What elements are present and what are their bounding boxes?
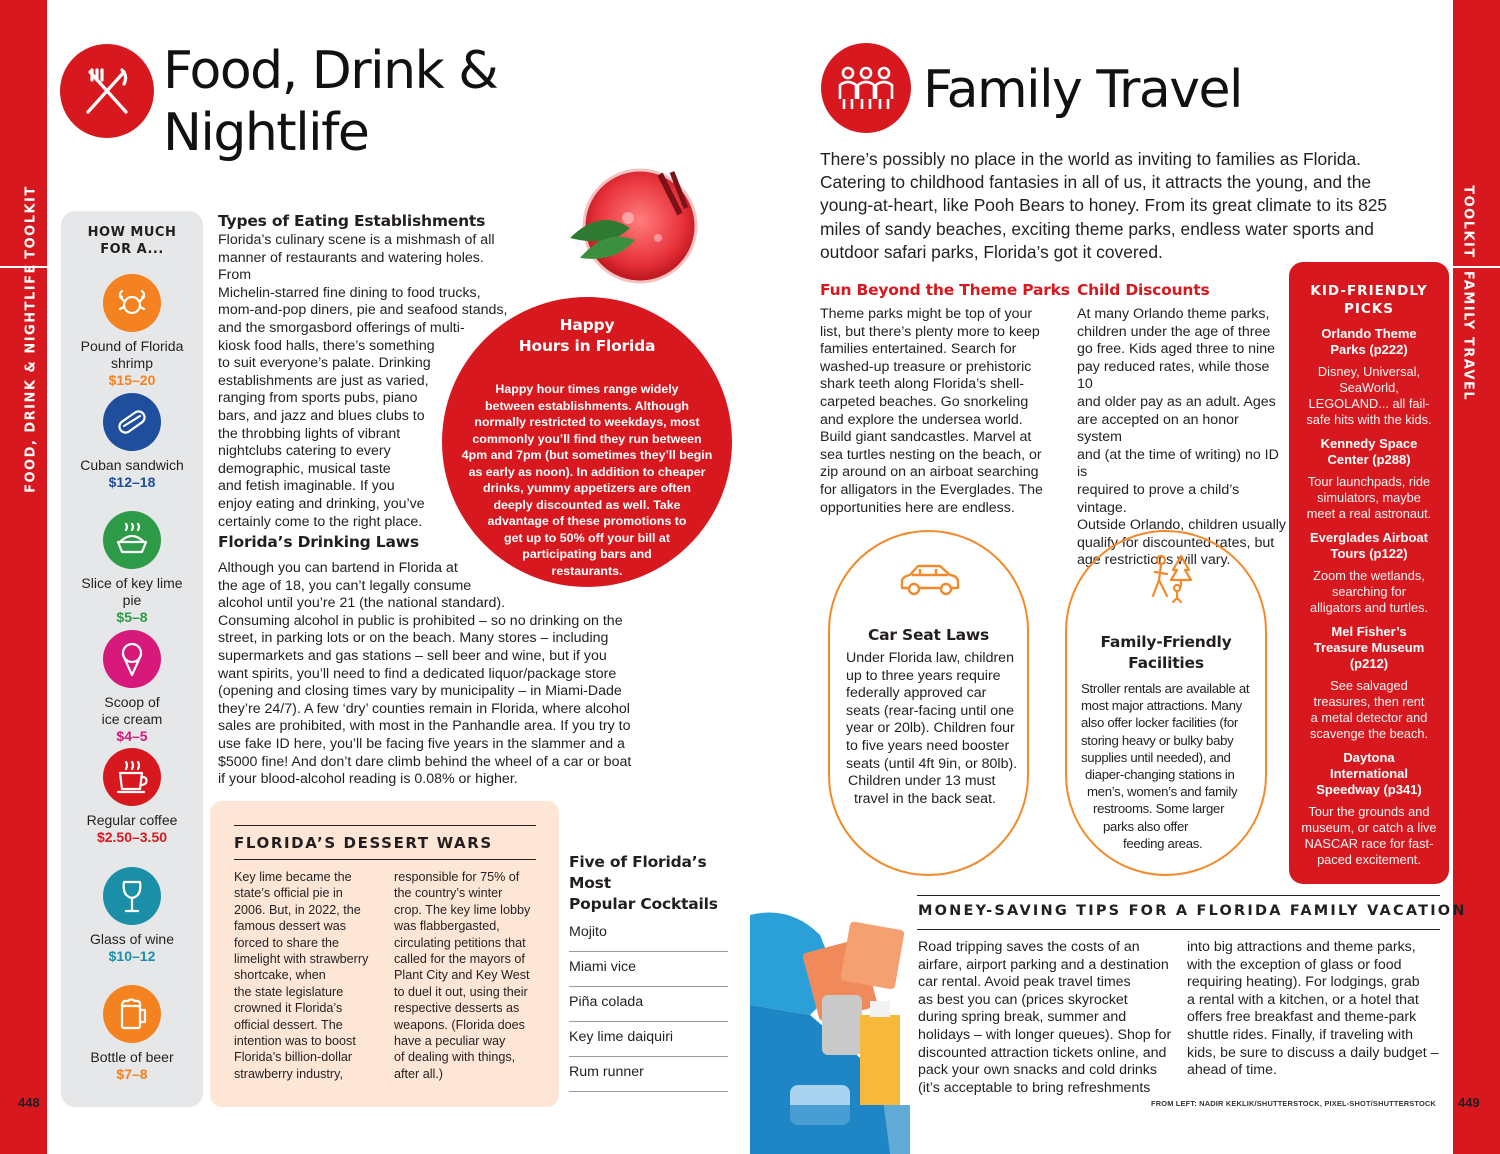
price-value: $7–8: [116, 1066, 148, 1082]
wine-glass-icon: [103, 867, 161, 925]
body-line: Although you can bartend in Florida at: [218, 560, 458, 576]
money-top-rule: [917, 895, 1440, 896]
money-mid-rule: [917, 929, 1440, 930]
body-line: crop. The key lime lobby: [394, 902, 531, 917]
kid-pick-title: Daytona: [1343, 750, 1395, 765]
kid-pick-desc: alligators and turtles.: [1309, 600, 1429, 615]
car-seat-body: [846, 650, 1026, 808]
body-line: participating bars and: [522, 547, 652, 561]
body-line: and (at the time of writing) no ID is: [1077, 446, 1279, 481]
body-line: requiring heating). For lodgings, grab: [1187, 974, 1420, 991]
body-line: use fake ID here, you’ll be facing five years in the slammer and a: [218, 735, 625, 752]
kid-pick-desc: treasures, then rent: [1313, 694, 1425, 709]
cocktails-heading-line2: Popular Cocktails: [569, 895, 718, 913]
fun-beyond-body: [820, 306, 1070, 517]
crab-icon: [103, 274, 161, 332]
price-value: $2.50–3.50: [96, 829, 168, 845]
price-label: Regular coffee: [86, 812, 178, 828]
body-line: between establishments. Although: [484, 398, 689, 413]
kid-pick-desc: safe hits with the kids.: [1306, 412, 1432, 427]
price-label: Slice of key lime: [81, 575, 183, 591]
body-line: strawberry industry,: [234, 1066, 343, 1081]
body-line: diaper-changing stations in: [1085, 767, 1235, 783]
child-discounts-heading: Child Discounts: [1077, 281, 1210, 299]
kid-pick-title: Speedway (p341): [1316, 782, 1422, 797]
body-line: shuttle rides. Finally, if traveling with: [1187, 1026, 1414, 1043]
eating-heading: Types of Eating Establishments: [218, 212, 486, 230]
body-line: have a peculiar way: [394, 1034, 506, 1049]
body-line: (opening and closing times vary by municipality – in Miami-Dade: [218, 683, 622, 700]
price-label: Pound of Florida: [80, 338, 184, 354]
body-line: as best you can (prices skyrocket: [918, 991, 1128, 1008]
kid-pick-title: International: [1329, 766, 1408, 781]
body-line: to duel it out, using their: [394, 984, 528, 999]
body-line: manner of restaurants and watering holes. From: [218, 249, 484, 284]
kid-pick-title: Kennedy Space: [1320, 436, 1418, 451]
kid-pick-desc: museum, or catch a live: [1301, 820, 1437, 835]
price-item: [61, 748, 203, 846]
fun-beyond-section: [820, 280, 1070, 517]
body-line: age restrictions will vary.: [1077, 552, 1231, 569]
body-line: Plant City and Key West: [394, 968, 530, 983]
body-line: weapons. (Florida does: [394, 1017, 525, 1032]
sandwich-icon: [103, 393, 161, 451]
body-line: forced to share the: [234, 935, 340, 950]
body-line: washed-up treasure or prehistoric: [820, 358, 1032, 375]
body-line: drinks, yummy appetizers are often: [483, 481, 691, 495]
body-line: official dessert. The: [234, 1017, 343, 1032]
kid-pick-desc: Tour the grounds and: [1308, 804, 1430, 819]
family-facilities-oval: [1065, 530, 1267, 876]
happy-hours-title-line2: Hours in Florida: [518, 337, 656, 355]
body-line: famous dessert was: [234, 919, 346, 934]
child-discounts-section: [1077, 280, 1287, 570]
photo-credits: FROM LEFT: NADIR KEKLIK/SHUTTERSTOCK, PIXEL-SHOT/SHUTTERSTOCK: [1151, 1099, 1436, 1108]
kid-pick-item: [1289, 436, 1449, 522]
cocktail-item: Key lime daiquiri: [569, 1022, 728, 1057]
price-label: ice cream: [101, 710, 163, 727]
body-line: seats (until 4ft 9in, or 80lb).: [846, 755, 1018, 772]
how-much-heading-line1: HOW MUCH: [87, 225, 177, 240]
body-line: supplies until needed), and: [1081, 749, 1231, 765]
money-column-1: [918, 939, 1180, 1097]
body-line: $5000 fine! And don’t dare climb behind the wheel of a car or boat: [218, 753, 632, 770]
body-line: list, but there’s plenty more to keep: [820, 323, 1040, 340]
hiker-family-icon: [1145, 552, 1193, 609]
beer-mug-icon: [103, 985, 161, 1043]
facilities-heading-line1: Family-Friendly: [1100, 633, 1232, 651]
cocktails-list: [569, 852, 728, 1092]
family-icon: [821, 43, 911, 133]
body-line: Theme parks might be top of your: [820, 306, 1033, 322]
right-edge-bar: [1453, 0, 1500, 1154]
cocktail-item: Piña colada: [569, 987, 728, 1022]
kid-pick-item: [1289, 326, 1449, 428]
body-line: to suit everyone’s palate. Drinking: [218, 355, 431, 372]
body-line: deeply discounted as well. Take: [493, 497, 681, 512]
kid-pick-desc: Disney, Universal,: [1317, 364, 1421, 379]
price-label: Bottle of beer: [90, 1049, 174, 1065]
body-line: want spirits, you’ll need to find a dedicated liquor/package store: [218, 665, 617, 682]
coffee-cup-icon: [103, 748, 161, 806]
kid-friendly-picks: [1289, 262, 1449, 884]
drinking-section: [218, 531, 638, 789]
cocktails-heading-line1: Five of Florida’s Most: [569, 853, 707, 892]
body-line: Florida’s billion-dollar: [234, 1050, 353, 1065]
body-line: also offer locker facilities (for: [1081, 715, 1238, 731]
body-line: up to three years require: [846, 667, 1001, 684]
body-line: street, in parking lots or on the beach. Many stores – including: [218, 630, 609, 647]
body-line: circulating petitions that: [394, 935, 526, 950]
dessert-wars-heading: FLORIDA’S DESSERT WARS: [234, 834, 493, 852]
price-item: [61, 274, 203, 389]
dessert-column-2: [394, 869, 544, 1082]
dessert-top-rule: [234, 825, 536, 826]
body-line: Under Florida law, children: [846, 650, 1014, 666]
body-line: sales are prohibited, with most in the Panhandle area. If you try to: [218, 718, 631, 735]
body-line: Florida’s culinary scene is a mishmash of all: [218, 232, 495, 248]
body-line: Michelin-starred fine dining to food trucks,: [218, 284, 481, 301]
body-line: feeding areas.: [1123, 835, 1203, 851]
cocktail-item: Miami vice: [569, 952, 728, 987]
kid-pick-title: Tours (p122): [1330, 546, 1408, 561]
body-line: Children under 13 must: [848, 773, 996, 790]
body-line: certainly come to the right place.: [218, 513, 423, 530]
kid-picks-heading-line1: KID-FRIENDLY: [1310, 283, 1428, 299]
price-value: $4–5: [116, 727, 148, 744]
body-line: There’s possibly no place in the world as inviting to families as Florida.: [820, 149, 1361, 169]
dessert-column-1: [234, 869, 384, 1082]
kid-pick-desc: Zoom the wetlands,: [1313, 568, 1425, 583]
body-line: holidays – with longer queues). Shop for: [918, 1026, 1172, 1043]
cocktail-item: Rum runner: [569, 1057, 728, 1092]
body-line: a rental with a kitchen, or a hotel that: [1187, 991, 1419, 1008]
body-line: opportunities here are endless.: [820, 499, 1015, 516]
kid-pick-title: Parks (p222): [1330, 342, 1408, 357]
body-line: alcohol until you’re 21 (the national standard).: [218, 595, 506, 612]
price-value: $15–20: [108, 372, 156, 388]
right-side-tab-section: FAMILY TRAVEL: [1460, 270, 1476, 402]
body-line: parks also offer: [1103, 818, 1189, 834]
kid-pick-desc: LEGOLAND... all fail-: [1308, 396, 1430, 411]
left-edge-bar: [0, 0, 47, 1154]
body-line: shark teeth along Florida’s shell-: [820, 376, 1024, 393]
title-line-1: Food, Drink &: [163, 41, 498, 101]
body-line: with the exception of glass or food: [1187, 956, 1402, 973]
cocktail-item: Mojito: [569, 917, 728, 952]
body-line: nightclubs catering to every: [218, 443, 391, 460]
price-label: shrimp: [110, 355, 153, 371]
body-line: most major attractions. Many: [1081, 698, 1242, 714]
body-line: At many Orlando theme parks,: [1077, 306, 1270, 322]
kid-pick-desc: paced excitement.: [1317, 852, 1421, 867]
kid-pick-desc: SeaWorld,: [1339, 380, 1399, 395]
left-side-tab-toolkit: TOOLKIT: [23, 185, 39, 259]
body-line: men’s, women’s and family: [1087, 784, 1238, 800]
body-line: children under the age of three: [1077, 323, 1271, 340]
body-line: advantage of these promotions to: [487, 514, 687, 528]
body-line: to five years need booster: [846, 737, 1010, 754]
kid-picks-heading-line2: PICKS: [1343, 301, 1394, 317]
how-much-sidebar: [61, 211, 203, 1107]
how-much-heading: [61, 224, 203, 258]
price-label: pie: [122, 592, 142, 608]
body-line: and the smorgasbord offerings of multi-: [218, 319, 465, 336]
body-line: demographic, musical taste: [218, 460, 391, 477]
body-line: the country’s winter: [394, 886, 503, 901]
body-line: responsible for 75% of: [394, 870, 520, 884]
body-line: establishments are just as varied,: [218, 372, 429, 389]
body-line: sea turtles nesting on the beach, or: [820, 446, 1042, 463]
body-line: Catering to childhood fantasies in all of us, it attracts the young, and the: [820, 172, 1372, 193]
price-item: [61, 393, 203, 491]
title-line-2: Nightlife: [163, 103, 369, 163]
body-line: 2006. But, in 2022, the: [234, 902, 361, 917]
cocktail-items: [569, 917, 728, 1092]
body-line: restaurants.: [551, 563, 623, 578]
drinking-heading: Florida’s Drinking Laws: [218, 533, 419, 551]
family-facilities-heading: [1067, 632, 1265, 674]
body-line: pack your own snacks and cold drinks: [918, 1062, 1157, 1079]
body-line: enjoy eating and drinking, you’ve: [218, 495, 425, 512]
price-value: $10–12: [108, 947, 156, 964]
body-line: mom-and-pop diners, pie and seafood stands,: [218, 302, 508, 319]
body-line: ranging from sports pubs, piano: [218, 390, 418, 407]
facilities-heading-line2: Facilities: [1128, 654, 1204, 672]
price-item: [61, 630, 203, 745]
cocktails-heading: [569, 852, 728, 915]
car-icon: [898, 562, 962, 603]
body-line: commonly you’ll find they run between: [472, 431, 702, 446]
kid-pick-title: Orlando Theme: [1321, 326, 1417, 341]
cooler-bag-photo: [750, 905, 910, 1154]
how-much-heading-line2: FOR A...: [100, 242, 164, 257]
right-page-number: 449: [1458, 1095, 1480, 1110]
body-line: and fetish imaginable. If you: [218, 478, 395, 495]
price-label: Cuban sandwich: [80, 456, 184, 473]
body-line: travel in the back seat.: [854, 790, 996, 807]
body-line: required to prove a child’s vintage.: [1077, 481, 1240, 516]
body-line: discounted attraction tickets online, and: [918, 1044, 1167, 1061]
body-line: ahead of time.: [1187, 1062, 1277, 1079]
body-line: storing heavy or bulky baby: [1081, 732, 1234, 748]
body-line: (it’s acceptable to bring refreshments: [918, 1079, 1151, 1096]
drinking-body: [218, 560, 638, 789]
body-line: go free. Kids aged three to nine: [1077, 341, 1275, 358]
body-line: Build giant sandcastles. Marvel at: [820, 429, 1032, 446]
price-value: $12–18: [108, 473, 156, 490]
kid-pick-desc: NASCAR race for fast-: [1304, 836, 1434, 851]
body-line: Road tripping saves the costs of an: [918, 939, 1140, 955]
body-line: miles of sandy beaches, exciting theme parks, endless water sports and: [820, 218, 1374, 239]
price-label: Scoop of: [104, 693, 160, 710]
body-line: intention was to boost: [234, 1034, 356, 1049]
body-line: as early as noon). In addition to cheaper: [468, 464, 706, 479]
body-line: qualify for discounted rates, but: [1077, 534, 1275, 551]
body-line: the throbbing lights of vibrant: [218, 425, 401, 442]
right-edge-divider: [1453, 266, 1500, 268]
body-line: pay reduced rates, while those 10: [1077, 358, 1270, 393]
money-saving-heading: MONEY-SAVING TIPS FOR A FLORIDA FAMILY VACATION: [918, 903, 1467, 919]
kid-pick-desc: scavenge the beach.: [1309, 726, 1429, 741]
kid-pick-title: Treasure Museum: [1313, 640, 1425, 655]
kid-pick-desc: a metal detector and: [1310, 710, 1428, 725]
body-line: young-at-heart, like Pooh Bears to honey. From its great climate to its 825: [820, 195, 1388, 216]
kid-pick-desc: Tour launchpads, ride: [1307, 474, 1431, 489]
body-line: 4pm and 7pm (but sometimes they’ll begin: [461, 448, 713, 462]
cocktail-photo: [560, 168, 710, 318]
pie-icon: [103, 511, 161, 569]
body-line: outdoor safari parks, Florida’s got it covered.: [820, 241, 1163, 262]
body-line: of dealing with things,: [394, 1050, 516, 1065]
body-line: state’s official pie in: [234, 886, 343, 901]
kid-pick-desc: searching for: [1332, 584, 1406, 599]
left-side-tab-section: FOOD, DRINK & NIGHTLIFE: [23, 263, 39, 493]
body-line: the age of 18, you can’t legally consume: [218, 577, 472, 594]
kid-pick-title: Mel Fisher’s: [1331, 624, 1407, 639]
body-line: Outside Orlando, children usually: [1077, 517, 1286, 534]
body-line: shortcake, when: [234, 968, 326, 983]
body-line: carpeted beaches. Go snorkeling: [820, 393, 1029, 410]
body-line: are accepted on an honor system: [1077, 411, 1239, 446]
kid-pick-item: [1289, 750, 1449, 868]
kid-picks-list: [1289, 326, 1449, 868]
body-line: after all.): [394, 1066, 443, 1081]
body-line: kiosk food halls, there’s something: [218, 337, 435, 354]
kid-pick-title: Center (p288): [1327, 452, 1411, 467]
body-line: during spring break, summer and: [918, 1009, 1127, 1026]
page-title-family: Family Travel: [923, 60, 1242, 120]
body-line: kids, be sure to discuss a daily budget –: [1187, 1044, 1439, 1061]
kid-picks-heading: [1289, 282, 1449, 318]
body-line: they’re 24/7). A few ‘dry’ counties remain in Florida, where alcohol: [218, 700, 630, 717]
body-line: respective desserts as: [394, 1001, 520, 1016]
body-line: Stroller rentals are available at: [1081, 681, 1250, 696]
kid-pick-item: [1289, 530, 1449, 616]
body-line: bars, and jazz and blues clubs to: [218, 407, 425, 424]
kid-pick-desc: simulators, maybe: [1317, 490, 1421, 505]
car-seat-oval: [828, 530, 1029, 876]
price-item: [61, 985, 203, 1083]
body-line: zip around on an airboat searching: [820, 464, 1039, 481]
body-line: crowned it Florida’s: [234, 1001, 343, 1016]
happy-hours-title: [442, 315, 732, 357]
body-line: called for the mayors of: [394, 952, 525, 967]
fun-beyond-heading: Fun Beyond the Theme Parks: [820, 281, 1070, 299]
fork-knife-icon: [60, 44, 154, 138]
body-line: normally restricted to weekdays, most: [474, 415, 700, 429]
body-line: and older pay as an adult. Ages: [1077, 393, 1276, 410]
body-line: into big attractions and theme parks,: [1187, 939, 1416, 955]
right-side-tab-toolkit: TOOLKIT: [1460, 185, 1476, 259]
body-line: supermarkets and gas stations – sell beer and wine, but if you: [218, 647, 607, 664]
family-facilities-body: [1081, 680, 1266, 852]
price-item: [61, 867, 203, 965]
body-line: families entertained. Search for: [820, 341, 1017, 358]
left-page-number: 448: [18, 1095, 40, 1110]
kid-pick-title: Everglades Airboat: [1309, 530, 1428, 545]
body-line: Consuming alcohol in public is prohibited – so no drinking on the: [218, 612, 623, 629]
body-line: Happy hour times range widely: [495, 382, 679, 396]
body-line: limelight with strawberry: [234, 952, 369, 967]
ice-cream-icon: [103, 630, 161, 688]
kid-pick-desc: See salvaged: [1330, 678, 1408, 693]
body-line: airfare, airport parking and a destination: [918, 956, 1169, 973]
page-title-food: [163, 41, 497, 163]
dessert-wars-box: [210, 801, 559, 1107]
body-line: and explore the undersea world.: [820, 411, 1023, 428]
body-line: seats (rear-facing until one: [846, 702, 1014, 719]
dessert-mid-rule: [234, 859, 536, 860]
price-item: [61, 511, 203, 626]
body-line: get up to 50% off your bill at: [504, 530, 670, 545]
price-label: Glass of wine: [89, 930, 175, 947]
body-line: federally approved car: [846, 685, 987, 702]
kid-pick-desc: meet a real astronaut.: [1306, 506, 1432, 521]
body-line: offers free breakfast and theme-park: [1187, 1009, 1417, 1026]
body-line: restrooms. Some larger: [1093, 801, 1225, 817]
family-intro: [820, 148, 1440, 264]
body-line: for alligators in the Everglades. The: [820, 481, 1043, 498]
kid-pick-item: [1289, 624, 1449, 742]
body-line: the state legislature: [234, 984, 344, 999]
body-line: Key lime became the: [234, 870, 352, 884]
money-column-2: [1187, 939, 1447, 1080]
happy-hours-title-line1: Happy: [559, 316, 615, 334]
body-line: year or 20lb). Children four: [846, 720, 1015, 737]
car-seat-heading: Car Seat Laws: [867, 626, 990, 644]
body-line: if your blood-alcohol reading is 0.08% or higher.: [218, 771, 518, 788]
price-value: $5–8: [116, 609, 148, 625]
kid-pick-title: (p212): [1349, 656, 1389, 671]
body-line: was flabbergasted,: [394, 919, 500, 934]
body-line: car rental. Avoid peak travel times: [918, 974, 1131, 991]
